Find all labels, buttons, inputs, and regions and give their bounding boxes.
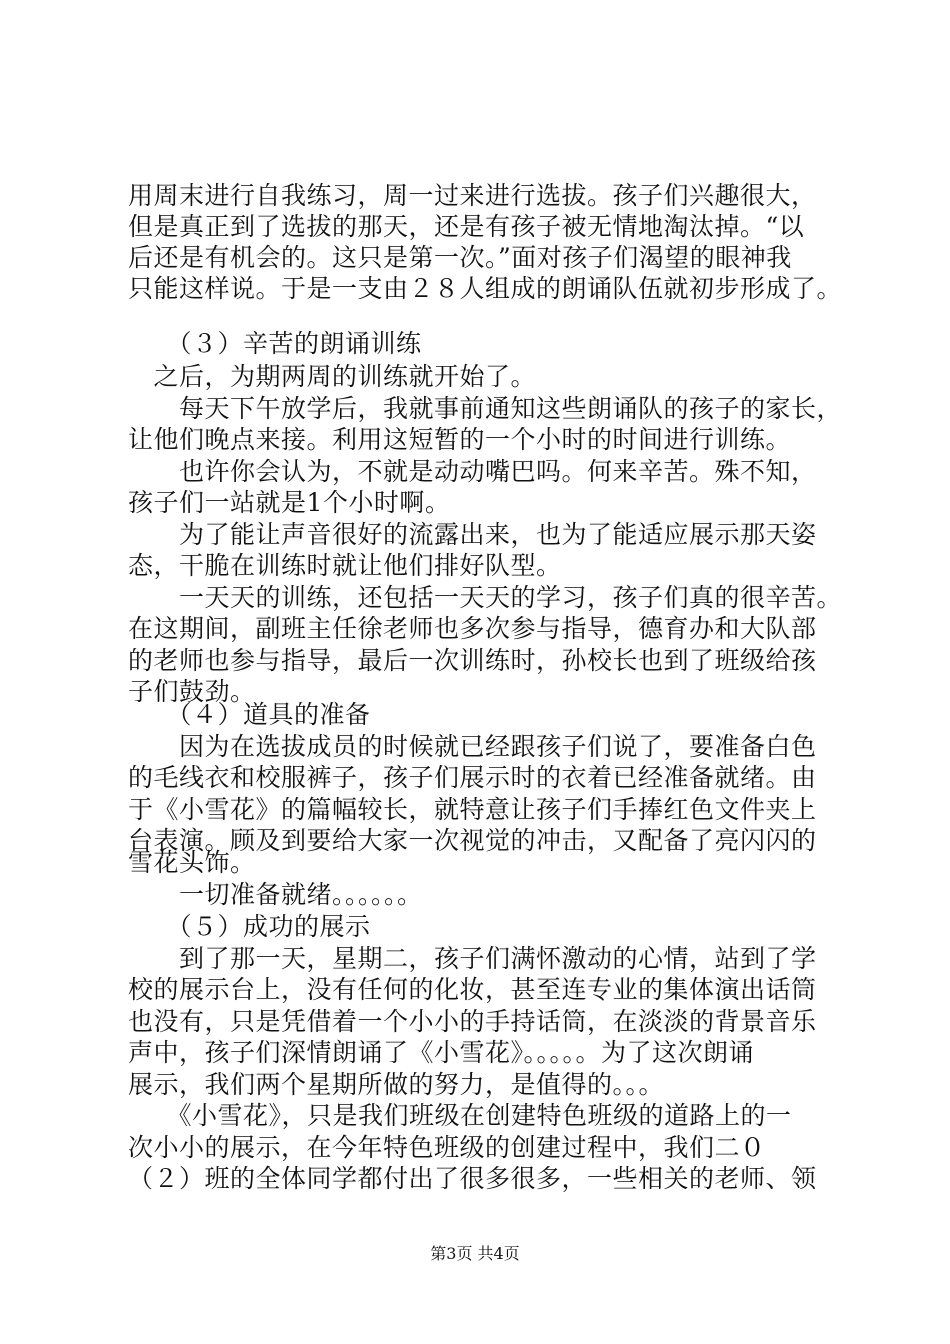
text-line: 也许你会认为，不就是动动嘴巴吗。何来辛苦。殊不知，	[128, 457, 817, 486]
text-line: 一切准备就绪。。。。。。	[128, 880, 423, 909]
text-line: 的老师也参与指导，最后一次训练时，孙校长也到了班级给孩	[128, 646, 817, 675]
text-line: （５）成功的展示	[128, 912, 371, 941]
text-line: 展示，我们两个星期所做的努力，是值得的。。。	[128, 1070, 665, 1099]
text-line: 后还是有机会的。这只是第一次。”面对孩子们渴望的眼神我	[128, 243, 792, 272]
text-line: 每天下午放学后，我就事前通知这些朗诵队的孩子的家长，	[128, 394, 843, 423]
text-line: 孩子们一站就是1个小时啊。	[128, 488, 451, 517]
text-line: 声中，孩子们深情朗诵了《小雪花》。。。。。为了这次朗诵	[128, 1038, 755, 1067]
text-line: 让他们晚点来接。利用这短暂的一个小时的时间进行训练。	[128, 425, 792, 454]
text-line: 用周末进行自我练习，周一过来进行选拔。孩子们兴趣很大，	[128, 181, 817, 210]
text-line: 为了能让声音很好的流露出来，也为了能适应展示那天姿	[128, 520, 817, 549]
text-line: 《小雪花》，只是我们班级在创建特色班级的道路上的一	[128, 1101, 792, 1130]
text-line: 之后，为期两周的训练就开始了。	[128, 362, 537, 391]
page-footer: 第3页 共4页	[430, 1244, 520, 1263]
text-line: 子们鼓劲。	[128, 677, 256, 706]
text-line: 于《小雪花》的篇幅较长，就特意让孩子们手捧红色文件夹上	[128, 795, 817, 824]
text-line: 但是真正到了选拔的那天，还是有孩子被无情地淘汰掉。“以	[128, 212, 805, 241]
text-line: 的毛线衣和校服裤子，孩子们展示时的衣着已经准备就绪。由	[128, 763, 817, 792]
text-line: 在这期间，副班主任徐老师也多次参与指导，德育办和大队部	[128, 614, 817, 643]
text-line: 校的展示台上，没有任何的化妆，甚至连专业的集体演出话筒	[128, 975, 817, 1004]
text-line: 到了那一天，星期二，孩子们满怀激动的心情，站到了学	[128, 944, 817, 973]
text-line: （２）班的全体同学都付出了很多很多，一些相关的老师、领	[128, 1164, 817, 1193]
text-line: 只能这样说。于是一支由２８人组成的朗诵队伍就初步形成了。	[128, 274, 843, 303]
text-line: 因为在选拔成员的时候就已经跟孩子们说了，要准备白色	[128, 732, 817, 761]
text-line: 态，干脆在训练时就让他们排好队型。	[128, 551, 562, 580]
text-line: （３）辛苦的朗诵训练	[128, 329, 422, 358]
text-line: 也没有，只是凭借着一个小小的手持话筒，在淡淡的背景音乐	[128, 1007, 817, 1036]
text-line: 台表演。顾及到要给大家一次视觉的冲击，又配备了亮闪闪的	[128, 826, 817, 855]
text-line: 雪花头饰。	[128, 848, 256, 877]
text-line: （４）道具的准备	[128, 700, 371, 729]
text-line: 一天天的训练，还包括一天天的学习，孩子们真的很辛苦。	[128, 583, 843, 612]
text-line: 次小小的展示，在今年特色班级的创建过程中，我们二０	[128, 1133, 766, 1162]
